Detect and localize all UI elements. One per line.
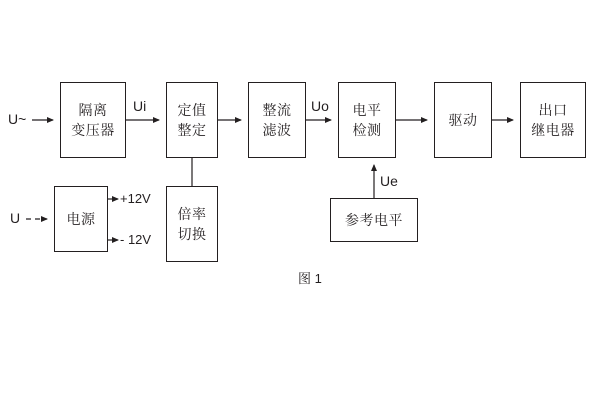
block-drive — [434, 82, 492, 158]
block-line: 出口 — [538, 101, 568, 118]
block-multiplier-switch — [166, 186, 218, 262]
block-line: 整流 — [262, 101, 292, 118]
block-line: 切换 — [177, 226, 207, 242]
figure-caption: 图 1 — [298, 271, 322, 286]
block-line: 变压器 — [71, 122, 115, 138]
label-signal-ue: Ue — [380, 173, 398, 189]
block-reference-level — [330, 198, 418, 242]
label-input-u-dc: U — [10, 210, 21, 226]
block-line: 滤波 — [262, 122, 292, 138]
block-setting-value — [166, 82, 218, 158]
label-signal-uo: Uo — [311, 98, 329, 114]
block-line: 电平 — [352, 101, 382, 118]
label-input-u-ac: U~ — [8, 111, 27, 127]
block-line: 倍率 — [177, 205, 207, 222]
label-supply-plus-12v: +12V — [120, 191, 151, 206]
block-line: 驱动 — [448, 111, 478, 128]
block-rectify-filter — [248, 82, 306, 158]
label-supply-minus-12v: - 12V — [120, 232, 152, 247]
block-line: 检测 — [352, 122, 382, 138]
block-level-detection — [338, 82, 396, 158]
block-line: 参考电平 — [345, 211, 403, 228]
block-line: 定值 — [177, 101, 207, 118]
block-power-supply — [54, 186, 108, 252]
block-line: 电源 — [66, 210, 96, 227]
block-line: 继电器 — [531, 122, 575, 138]
block-output-relay — [520, 82, 586, 158]
block-isolation-transformer — [60, 82, 126, 158]
block-line: 隔离 — [78, 101, 108, 118]
label-signal-ui: Ui — [133, 98, 147, 114]
block-line: 整定 — [177, 122, 207, 138]
